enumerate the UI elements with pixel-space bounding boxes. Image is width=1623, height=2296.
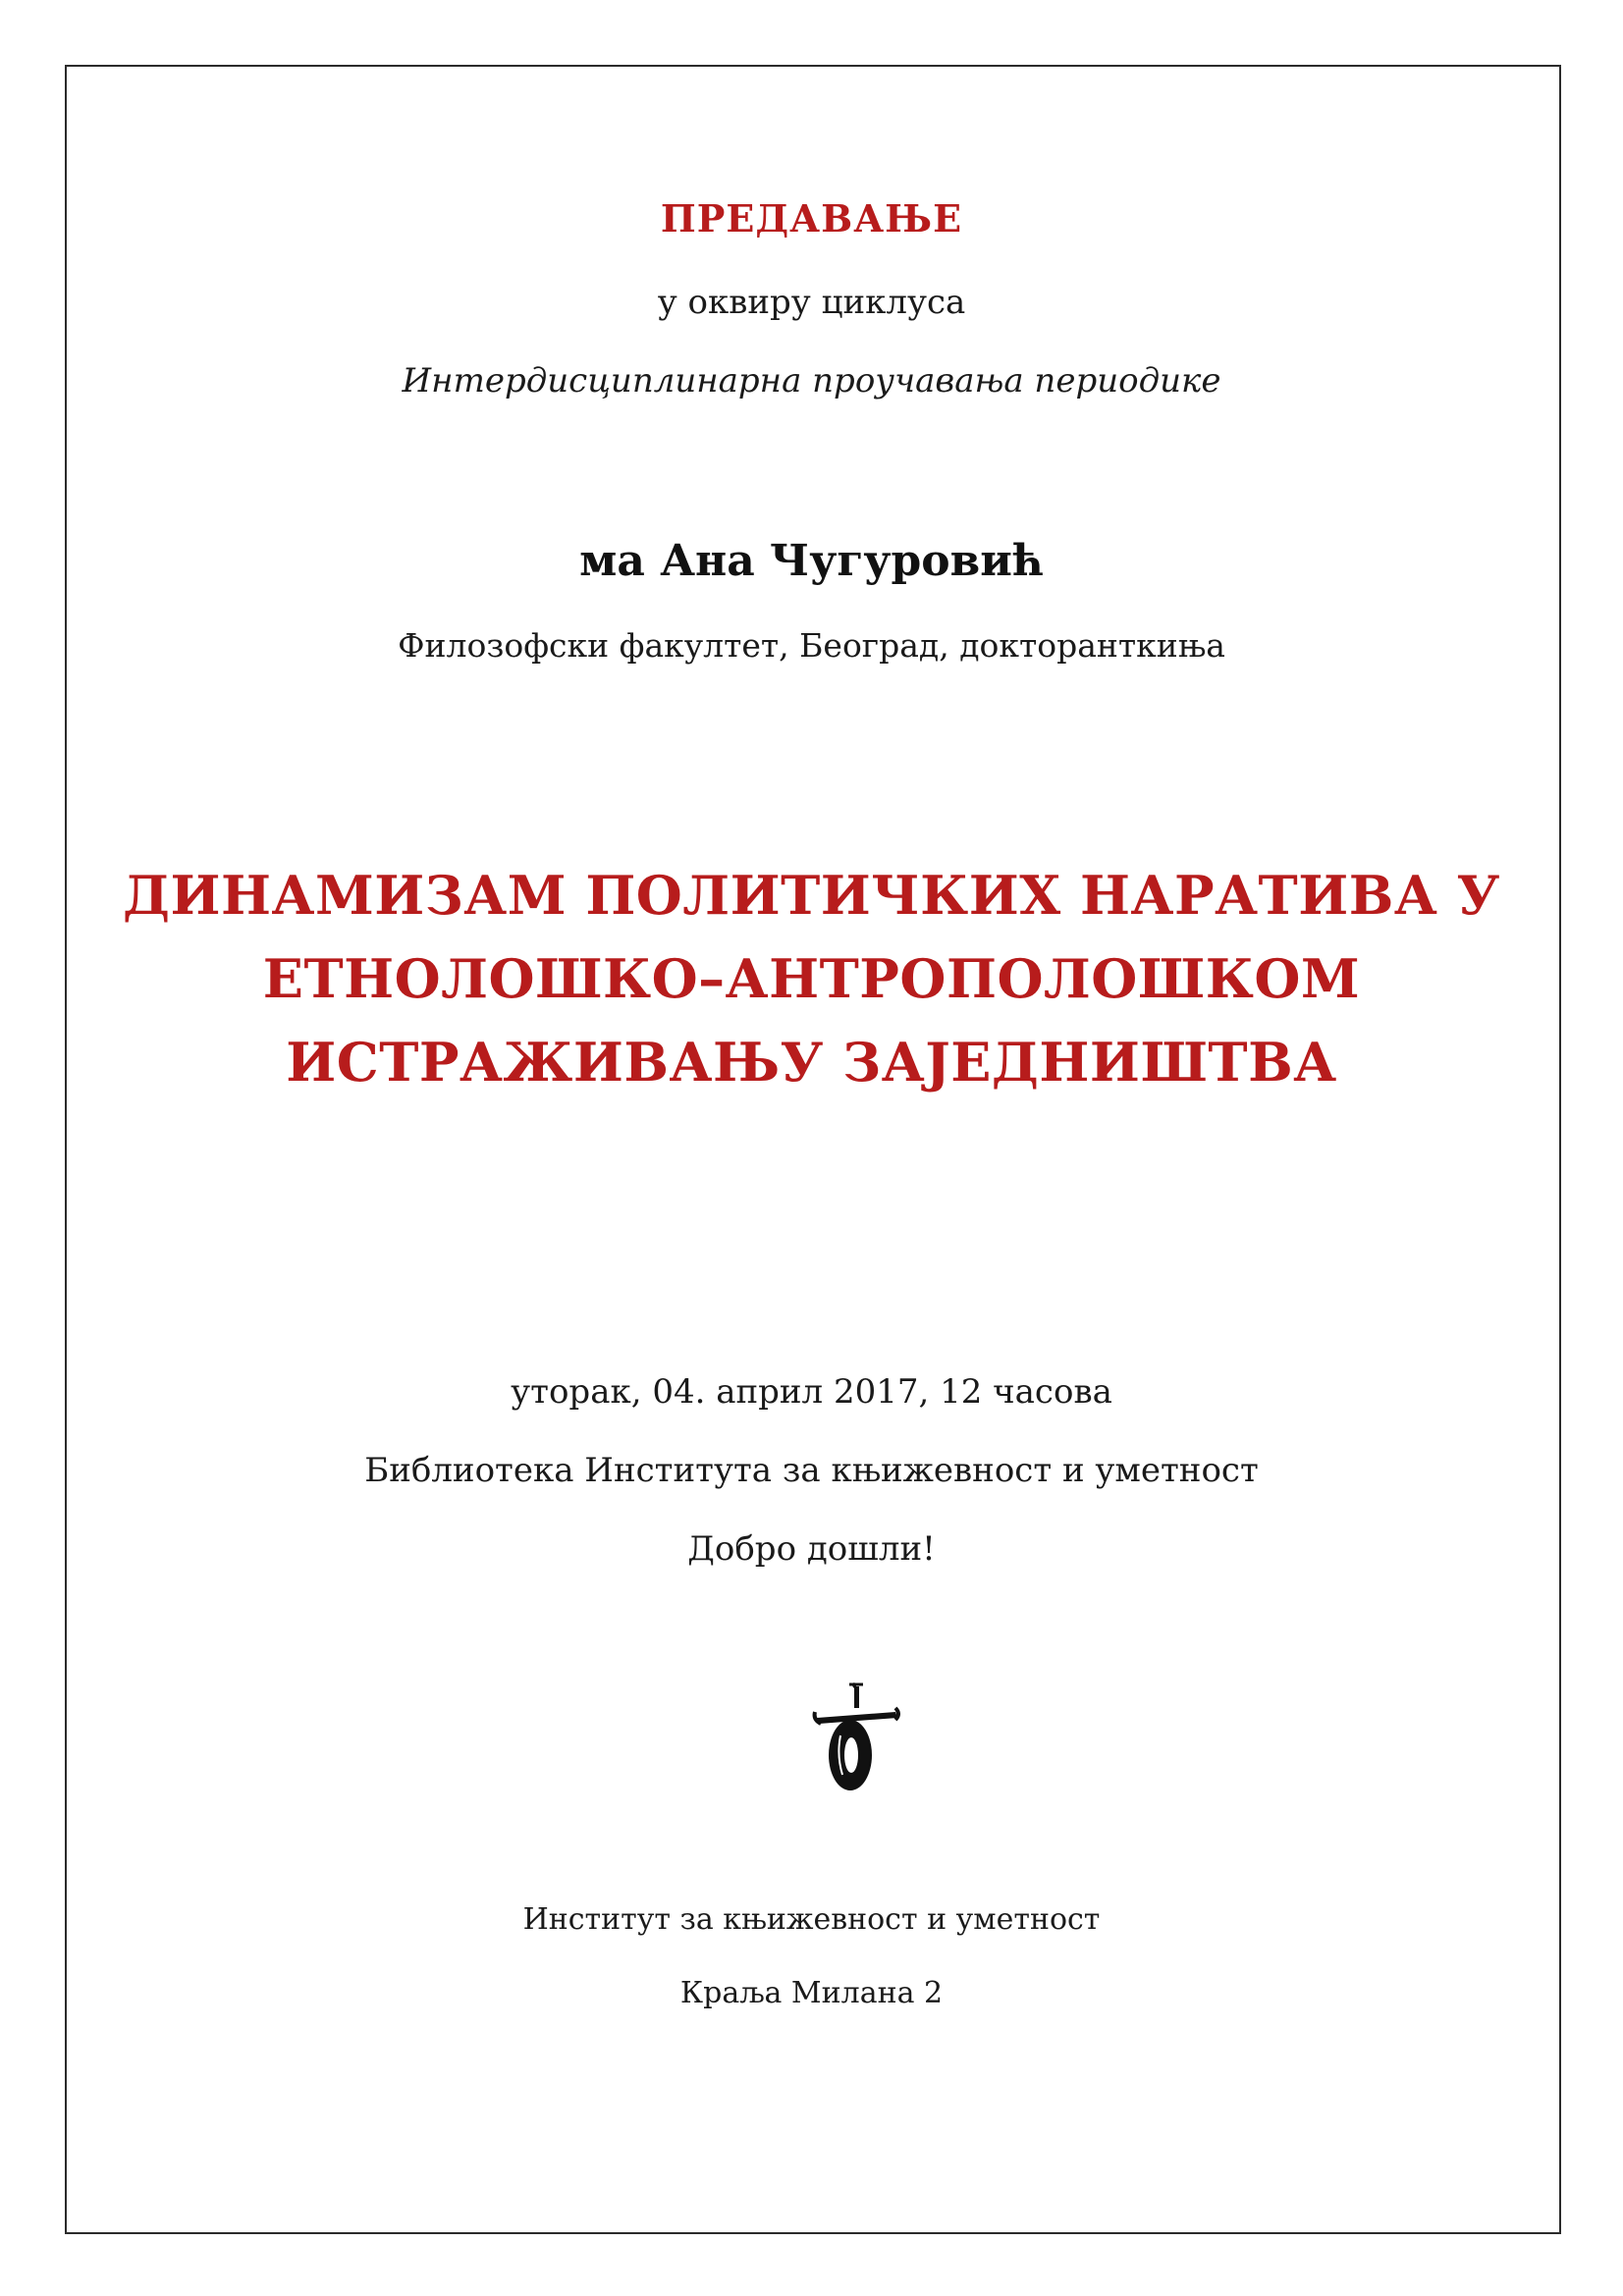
lecture-title-line-2: ЕТНОЛОШКО–АНТРОПОЛОШКОМ [262, 947, 1361, 1010]
event-type-heading: ПРЕДАВАЊЕ [660, 196, 963, 240]
event-date-time: уторак, 04. април 2017, 12 часова [511, 1372, 1112, 1412]
institute-address: Краља Милана 2 [679, 1976, 944, 2010]
speaker-name: ма Ана Чугуровић [579, 536, 1044, 586]
lecture-title-line-1: ДИНАМИЗАМ ПОЛИТИЧКИХ НАРАТИВА У [122, 864, 1501, 927]
event-venue: Библиотека Института за књижевност и уметност [364, 1451, 1259, 1490]
lecture-title-line-3: ИСТРАЖИВАЊУ ЗАЈЕДНИШТВА [286, 1031, 1337, 1094]
series-intro-text: у оквиру циклуса [657, 283, 966, 322]
speaker-affiliation: Филозофски факултет, Београд, докторанткиња [398, 626, 1225, 665]
institute-name: Институт за књижевност и уметност [522, 1902, 1101, 1937]
welcome-text: Добро дошли! [687, 1529, 936, 1569]
series-name-text: Интердисциплинарна проучавања периодике [402, 361, 1221, 400]
institute-emblem-icon [811, 1679, 901, 1794]
